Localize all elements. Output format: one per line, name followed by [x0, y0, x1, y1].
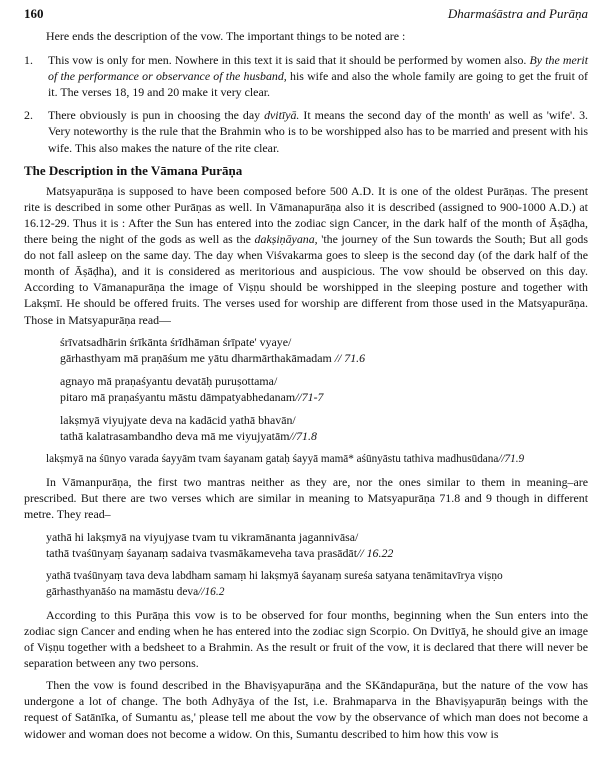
list-number: 1. [24, 53, 33, 68]
verse-line: lakṣmyā viyujyate deva na kadācid yathā bhavān/ [60, 412, 296, 427]
verse-text: pitaro mā praṇaśyantu māstu dāmpatyabhedanam [60, 389, 296, 404]
body-paragraph [24, 183, 588, 328]
verse-line: śrīvatsadhārin śrīkānta śrīdhāman śrīpate' vyaye/ [60, 334, 292, 349]
verse-block [46, 529, 588, 561]
list-item [24, 52, 588, 100]
verse-text: lakṣmyā na śūnyo varada śayyām tvam śayanam gataḥ śayyā mamā* aśūnyāstu tathiva madhusūdana [46, 453, 499, 466]
verse-block [60, 373, 588, 405]
verse-reference: // 71.6 [331, 350, 366, 365]
intro-paragraph: Here ends the description of the vow. The important things to be noted are : [46, 29, 406, 43]
verse-block [46, 451, 588, 467]
italic-run: dakṣiṇāyana, [254, 232, 318, 247]
italic-run: dvitīyā. [264, 108, 300, 123]
section-heading: The Description in the Vāmana Purāṇa [24, 162, 243, 178]
page-header [24, 6, 588, 28]
text-run: Matsyapurāṇa is supposed to have been composed before 500 A.D. It is one of the oldest Purāṇas. The present rite is described in some other Purāṇas as well. In Vāmanapurāṇa also it is described (assigned to 900-1000 A.D.) at 16.12-29. Thus it is : After the Sun has entered into the zodiac sign Cancer, in the dark half of the month of Āṣāḍha, there being the night of the gods as well as the [24, 183, 588, 247]
list-item [24, 107, 588, 155]
page-number: 160 [24, 6, 44, 21]
verse-line: yathā hi lakṣmyā na viyujyase tvam tu vikramānanta jagannivāsa/ [46, 529, 359, 544]
body-paragraph: According to this Purāṇa this vow is to be observed for four months, beginning when the Sun enters into the zodiac sign Cancer and ending when he has entered into the zodiac sign Scorpio. On Dvitīyā, he should give an image of Viṣṇu together with a bedsheet to a Brahmin. As the result or fruit of the vow, it is declared that there will never be separation between any two persons. [24, 607, 588, 671]
verse-text: gārhasthyanāśo na mamāstu deva [46, 585, 199, 598]
verse-text: gārhasthyam mā praṇāśum me yātu dharmārthakāmadam [60, 350, 332, 365]
verse-reference: //71.8 [289, 429, 317, 444]
body-paragraph: Then the vow is found described in the Bhaviṣyapurāṇa and the SKāndapurāṇa, but the nature of the vow has undergone a lot of change. The both Adhyāya of the Ist, i.e. Brahmaparva in the Bhaviṣyapurāṇ beings with the request of Satānīka, of Sumantu as,' please tell me about the vow by the observance of which man does not become a widower and woman does not become a widow. On this, Sumantu described to him how this vow is [24, 678, 588, 741]
text-run: This vow is only for men. Nowhere in this text it is said that it should be performed by women also. [48, 53, 530, 68]
verse-reference: //71-7 [295, 389, 324, 404]
verse-reference: // 16.22 [357, 545, 394, 560]
verse-reference: //16.2 [198, 585, 225, 598]
list-text [48, 107, 588, 155]
text-run: 'the journey of the Sun towards the South; But all gods do not fall asleep on the same day. The day when Viśvakarma goes to sleep is the second day (of the dark half of the month of Āṣāḍha), and it is considered as meritorious and auspicious. The vow should be observed on this day. According to Vāmanapurāṇa the image of Viṣṇu should be worshipped in the sleeping posture and together with Lakṣmī. He should be offered fruits. The verses used for worship are different from those used in the Matsyapurāṇa. Those in Matsyapurāṇa read— [24, 232, 588, 327]
verse-line [46, 451, 588, 467]
body-paragraph: In Vāmanpurāṇa, the first two mantras neither as they are, nor the ones similar to them in meaning–are prescribed. But there are two verses which are similar in meaning to Matsyapurāṇa 71.8 and 9 though in different metre. They read– [24, 475, 588, 522]
list-number: 2. [24, 108, 33, 123]
verse-line [60, 350, 588, 366]
verse-line [60, 389, 588, 405]
text-run: his wife and also the whole family are going to get the fruit of it. The verses 18, 19 and 20 make it very clear. [48, 69, 588, 100]
running-title: Dharmaśāstra and Purāṇa [447, 6, 588, 21]
verse-line [60, 428, 588, 444]
verse-reference: //71.9 [498, 453, 525, 466]
verse-line: yathā tvaśūnyaṃ tava deva labdham samaṃ hi lakṣmyā śayanaṃ sureśa satyana tenāmitavīrya viṣṇo [46, 569, 503, 582]
verse-line [46, 584, 588, 600]
notes-list [24, 52, 588, 156]
verse-line [46, 545, 588, 561]
text-run: There obviously is pun in choosing the day [48, 108, 265, 123]
verse-block [60, 412, 588, 444]
italic-run: By the merit of the performance or observance of the husband, [48, 53, 588, 84]
verse-text: tathā kalatrasambandho deva mā me viyujyatām [60, 429, 290, 444]
verse-text: tathā tvaśūnyaṃ śayanaṃ sadaiva tvasmākameveha tava prasādāt [46, 545, 358, 560]
verse-line: agnayo mā praṇaśyantu devatāḥ puruṣottama/ [60, 373, 278, 388]
verse-block [60, 334, 588, 366]
text-run: It means the second day of the month' as well as 'wife'. 3. Very noteworthy is the rule that the Brahmin who is to be worshipped also has to be married and present with his wife. This also makes the nature of the rite clear. [48, 108, 588, 155]
list-text [48, 52, 588, 100]
verse-block [46, 568, 588, 600]
